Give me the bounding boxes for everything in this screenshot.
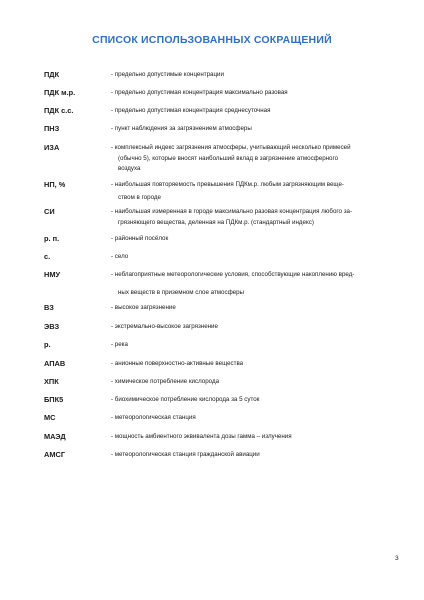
abbreviation-definition — [111, 252, 379, 263]
abbreviation-definition — [111, 143, 379, 175]
definition-line: - неблагоприятные метеорологические условия, способствующие накоплению вред- — [111, 271, 355, 278]
definition-line: - мощность амбиентного эквивалента дозы гамма – излучения — [111, 433, 292, 440]
abbreviation-definition — [111, 106, 379, 117]
abbreviation-definition — [111, 303, 379, 314]
definition-line: - предельно допустимая концентрация максимально разовая — [111, 89, 288, 96]
abbreviation-definition — [111, 70, 379, 81]
definition-line: - метеорологическая станция — [111, 414, 196, 421]
abbreviation-term: ИЗА — [44, 143, 60, 152]
definition-line: - пункт наблюдения за загрязнением атмосферы — [111, 125, 252, 132]
abbreviation-term: р. — [44, 340, 51, 349]
definition-line: - биохимическое потребление кислорода за 5 суток — [111, 396, 260, 403]
abbreviation-definition — [111, 413, 379, 424]
abbreviation-term: р. п. — [44, 234, 60, 243]
abbreviation-term: ПНЗ — [44, 124, 60, 133]
abbreviation-term: АМСГ — [44, 450, 66, 459]
abbreviation-definition — [111, 377, 379, 388]
definition-line: - предельно допустимая концентрация среднесуточная — [111, 107, 271, 114]
abbreviation-term: МС — [44, 413, 56, 422]
abbreviation-term: СИ — [44, 207, 55, 216]
abbreviation-definition — [111, 340, 379, 351]
abbreviation-definition — [111, 432, 379, 443]
abbreviation-definition — [111, 234, 379, 245]
definition-line: - химическое потребление кислорода — [111, 378, 220, 385]
abbreviation-definition — [111, 395, 379, 406]
definition-line: воздуха — [118, 165, 141, 172]
abbreviation-term: ВЗ — [44, 303, 54, 312]
definition-line: - комплексный индекс загрязнения атмосферы, учитывающий несколько примесей — [111, 144, 351, 151]
definition-line: - наибольшая повторяемость превышения ПДКм.р. любым загрязняющим веще- — [111, 181, 344, 188]
definition-line: - экстремально-высокое загрязнение — [111, 323, 218, 330]
definition-line: грязняющего вещества, деленная на ПДКм.р. (стандартный индекс) — [118, 218, 314, 226]
definition-line: ством в городе — [118, 194, 161, 201]
definition-line: - метеорологическая станция гражданской авиации — [111, 451, 260, 458]
abbreviation-term: АПАВ — [44, 359, 66, 368]
definition-line: - наибольшая измеренная в городе максимально разовая концентрация любого за- — [111, 208, 353, 215]
abbreviation-term: ХПК — [44, 377, 59, 386]
abbreviation-definition — [111, 450, 379, 461]
abbreviation-term: ПДК с.с. — [44, 106, 74, 115]
abbreviation-term: БПК5 — [44, 395, 64, 404]
abbreviation-definition — [111, 88, 379, 99]
definition-line: - село — [111, 253, 129, 260]
abbreviation-term: НМУ — [44, 270, 61, 279]
abbreviation-definition — [111, 359, 379, 370]
abbreviation-definition — [111, 180, 379, 204]
definition-line: - высокое загрязнение — [111, 304, 176, 311]
definition-line: - река — [111, 341, 128, 348]
abbreviation-definition — [111, 322, 379, 333]
abbreviation-term: ПДК — [44, 70, 60, 79]
definition-line: - анионные поверхностно-активные вещества — [111, 360, 244, 367]
abbreviation-definition — [111, 270, 379, 299]
abbreviation-definition — [111, 124, 379, 135]
page-number: 3 — [395, 555, 399, 562]
definition-line: ных веществ в приземном слое атмосферы — [118, 289, 245, 296]
page-title: СПИСОК ИСПОЛЬЗОВАННЫХ СОКРАЩЕНИЙ — [92, 34, 332, 46]
abbreviation-term: ЭВЗ — [44, 322, 60, 331]
abbreviation-term: НП, % — [44, 180, 66, 189]
abbreviation-term: МАЭД — [44, 432, 66, 441]
definition-line: (обычно 5), которые вносят наибольший вклад в загрязнение атмосферного — [118, 154, 339, 162]
definition-line: - предельно допустимые концентрации — [111, 71, 224, 78]
abbreviation-definition — [111, 207, 379, 228]
definition-line: - районный посёлок — [111, 235, 169, 242]
abbreviation-term: с. — [44, 252, 51, 261]
abbreviation-term: ПДК м.р. — [44, 88, 76, 97]
